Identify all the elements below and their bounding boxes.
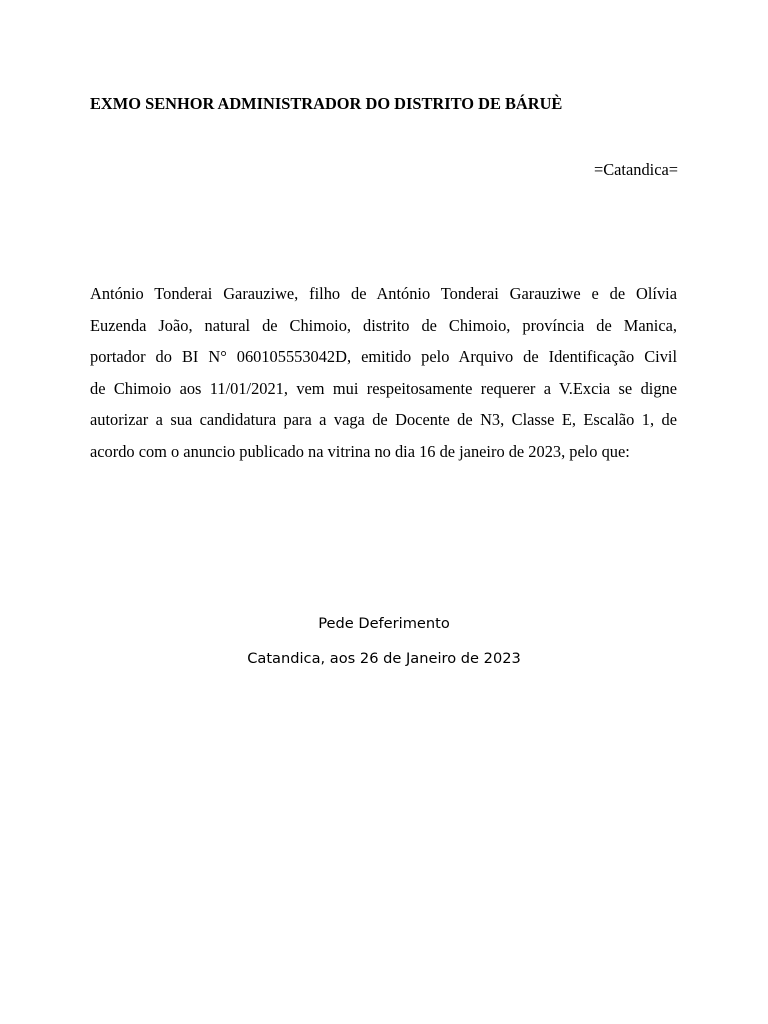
addressee-heading: EXMO SENHOR ADMINISTRADOR DO DISTRITO DE BÁRUÈ (90, 94, 563, 113)
request-paragraph (90, 278, 677, 467)
closing-place-date: Catandica, aos 26 de Janeiro de 2023 (247, 650, 521, 667)
paragraph-line: acordo com o anuncio publicado na vitrina no dia 16 de janeiro de 2023, pelo que: (90, 441, 630, 461)
paragraph-line: António Tonderai Garauziwe, filho de António Tonderai Garauziwe e de Olívia (90, 284, 677, 303)
paragraph-line: de Chimoio aos 11/01/2021, vem mui respeitosamente requerer a V.Excia se digne (90, 378, 677, 398)
location-line: =Catandica= (593, 160, 678, 179)
closing-request: Pede Deferimento (318, 615, 450, 632)
paragraph-line: Euzenda João, natural de Chimoio, distrito de Chimoio, província de Manica, (90, 315, 677, 335)
paragraph-line: autorizar a sua candidatura para a vaga de Docente de N3, Classe E, Escalão 1, de (90, 410, 677, 429)
paragraph-line: portador do BI N° 060105553042D, emitido pelo Arquivo de Identificação Civil (90, 347, 677, 366)
